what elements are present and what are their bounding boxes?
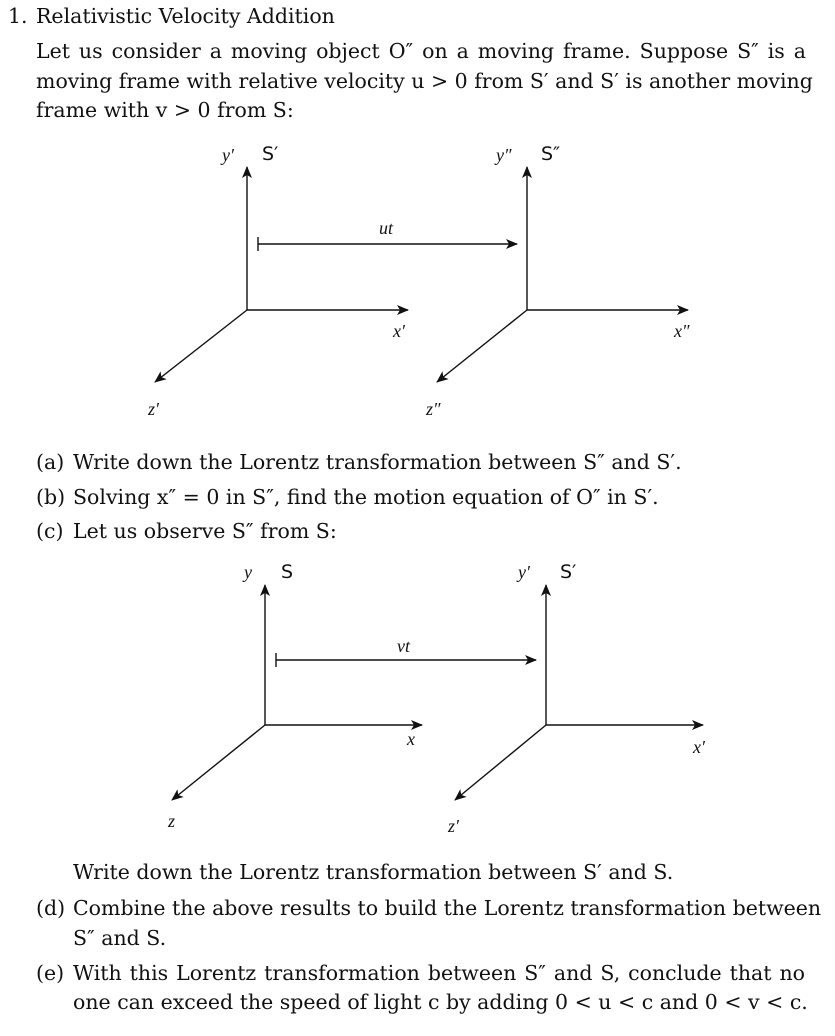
fig1-right-frame-label: S″ xyxy=(541,143,561,165)
fig2-left-z-axis xyxy=(172,725,265,800)
intro-line-3: frame with v > 0 from S: xyxy=(36,98,294,122)
problem-title: Relativistic Velocity Addition xyxy=(36,4,335,28)
part-c-text: Let us observe S″ from S: xyxy=(73,519,337,543)
fig2-right-z-label: z′ xyxy=(448,816,459,836)
part-b-label: (b) xyxy=(36,485,66,509)
intro-line-1: Let us consider a moving object O″ on a moving frame. Suppose S″ is a xyxy=(36,39,806,63)
fig2-left-frame-label: S xyxy=(281,561,294,583)
part-a-text: Write down the Lorentz transformation between S″ and S′. xyxy=(73,450,682,474)
fig1-left-y-label: y′ xyxy=(222,145,234,165)
fig2-left-y-label: y xyxy=(244,562,252,582)
intro-line-2: moving frame with relative velocity u > 0 from S′ and S′ is another moving xyxy=(36,69,813,93)
fig1-left-z-axis xyxy=(155,310,247,382)
part-d-line-2: S″ and S. xyxy=(73,926,167,950)
problem-number: 1. xyxy=(8,4,28,28)
fig1-left-z-label: z′ xyxy=(148,399,159,419)
fig2-right-y-label: y′ xyxy=(518,562,530,582)
fig2-left-x-label: x xyxy=(407,729,415,749)
fig2-left-z-label: z xyxy=(168,811,176,831)
fig2-right-x-label: x′ xyxy=(693,737,705,757)
fig1-left-x-label: x′ xyxy=(393,321,405,341)
fig1-right-y-label: y″ xyxy=(496,145,512,165)
part-d-label: (d) xyxy=(36,896,66,920)
part-a-label: (a) xyxy=(36,450,65,474)
fig2-separation-label: vt xyxy=(397,636,410,656)
fig2-right-z-axis xyxy=(455,725,546,800)
part-c-label: (c) xyxy=(36,519,64,543)
fig1-right-x-label: x″ xyxy=(674,321,690,341)
part-b-text: Solving x″ = 0 in S″, find the motion equation of O″ in S′. xyxy=(73,485,659,509)
part-e-line-2: one can exceed the speed of light c by adding 0 < u < c and 0 < v < c. xyxy=(73,990,808,1014)
fig2-right-frame-label: S′ xyxy=(560,561,577,583)
fig1-separation-label: ut xyxy=(379,218,394,238)
part-c-followup: Write down the Lorentz transformation between S′ and S. xyxy=(73,860,674,884)
fig1-right-z-label: z″ xyxy=(426,399,441,419)
part-e-label: (e) xyxy=(36,961,65,985)
part-d-line-1: Combine the above results to build the Lorentz transformation between xyxy=(73,896,822,920)
part-e-line-1: With this Lorentz transformation between S″ and S, conclude that no xyxy=(73,961,805,985)
fig1-left-frame-label: S′ xyxy=(262,143,279,165)
fig1-right-z-axis xyxy=(437,310,527,382)
